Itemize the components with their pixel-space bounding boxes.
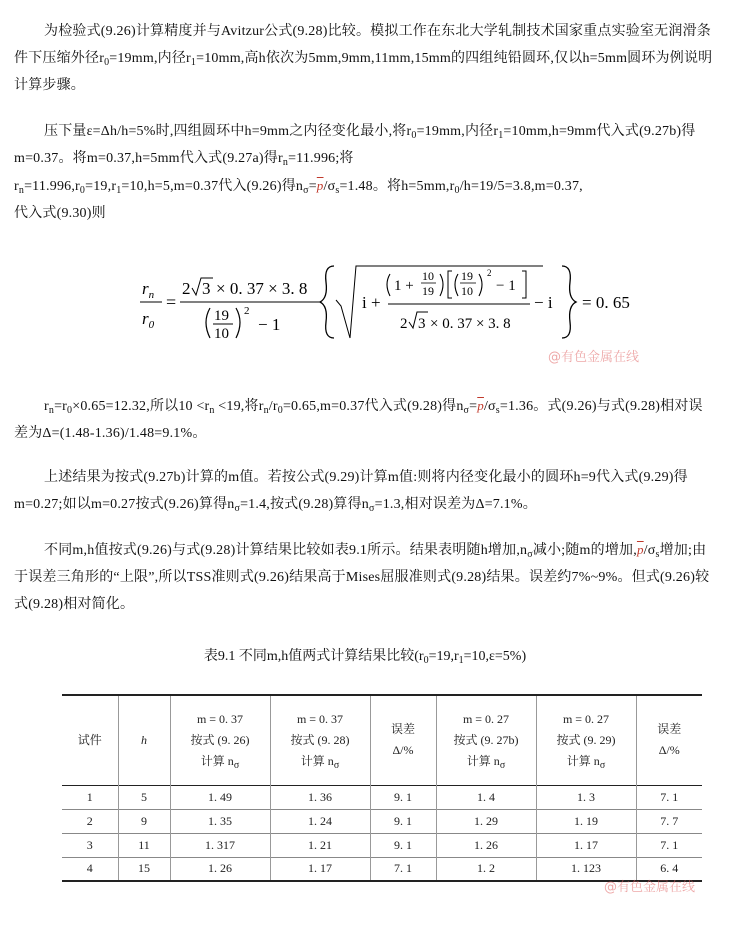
svg-text:10: 10 [214,326,229,342]
table-cell: 7. 7 [660,813,679,828]
header-h: h [118,695,170,785]
svg-text:1 +: 1 + [394,278,414,294]
svg-text:= 0. 65: = 0. 65 [582,293,630,312]
table-cell: 9. 1 [370,785,436,809]
svg-text:=: = [166,292,177,312]
table-cell: 9 [118,809,170,833]
table-cell: 1. 123 [536,857,636,881]
header-specimen: 试件 [62,695,118,785]
svg-text:2: 2 [487,268,492,278]
table-row [62,809,702,833]
svg-text:19: 19 [214,308,229,324]
table-cell: 1. 36 [270,785,370,809]
svg-text:r0: $r_0$ [142,309,155,331]
table-cell: 5 [118,785,170,809]
table-cell: 7. 1 [660,837,679,852]
svg-text:− 1: − 1 [258,315,281,334]
formula-9-30 [138,262,658,342]
table-cell: 1. 49 [170,785,270,809]
table-header-row [62,695,702,785]
svg-text:− 1: − 1 [496,278,516,294]
table-cell: 15 [118,857,170,881]
paragraph-comparison: 不同m,h值按式(9.26)与式(9.28)计算结果比较如表9.1所示。结果表明随h增加$,n_\sigma$减小;随m的增加$,\overline{p}/\sigma_s$增加;由于误差三角形的“上限”,所以TSS准则式(9.26)结果高于Mises屈服准则式(9.28)结果。误差约7%~9%。但式(9.26)较式(9.28)相对简化。 [14,542,710,612]
p-bar-symbol: $\overline{p}$ [477,398,484,413]
header-error-2: 误差 Δ/% [657,722,682,758]
table-cell: 11 [118,833,170,857]
table-cell: 1. 3 [536,785,636,809]
header-m027-929: m = 0. 27 按式 (9. 29) 计算 $n_\sigma$ [536,695,636,785]
table-cell: 9. 1 [370,833,436,857]
table-cell: 4 [62,857,118,881]
paragraph-intro: 为检验式(9.26)计算精度并与Avitzur公式(9.28)比较。模拟工作在东北大学轧制技术国家重点实验室无润滑条件下压缩外径$r_0=19mm$,内径$r_1=10mm$,高h依次为5mm,9mm,11mm,15mm的四组纯铅圆环,仅以h=5mm圆环为例说明计算步骤。 [14,24,713,93]
svg-text:i +: i + [362,293,381,312]
table-cell: 1. 19 [536,809,636,833]
table-cell: 1. 317 [170,833,270,857]
svg-text:2: 2 [244,305,250,317]
table-cell: 1. 4 [436,785,536,809]
table-cell: 1. 29 [436,809,536,833]
table-row [62,785,702,809]
table-cell: 7. 1 [370,857,436,881]
watermark: @有色金属在线 [604,880,696,895]
table-cell: 1. 17 [270,857,370,881]
svg-text:− i: − i [534,293,553,312]
table-cell: 3 [62,833,118,857]
svg-text:10: 10 [422,269,434,283]
p-bar-symbol: $\overline{p}$ [636,542,644,557]
svg-text:× 0. 37 × 3. 8: × 0. 37 × 3. 8 [216,279,308,298]
svg-text:19: 19 [461,269,473,283]
table-cell: 6. 4 [660,861,679,876]
comparison-table [62,694,702,882]
table-cell: 1. 24 [270,809,370,833]
svg-text:rn: $r_n$ [142,279,155,301]
table-row [62,833,702,857]
paragraph-result: $r_n=r_0\times 0.65=12.32$,所以$10 <r_n <19$,将$r_n/r_0=0.65,m=0.37$代入式(9.28)得$n_\sigma=\overline{p}/\sigma_s=1.36$。式(9.26)与式(9.28)相对误差为Δ=(1.48-1.36)/1.48=9.1%。 [14,398,703,441]
table-cell: 1. 17 [536,833,636,857]
table-cell: 1. 26 [436,833,536,857]
p-bar-symbol: $\overline{p}$ [316,178,324,193]
table-cell: 1. 2 [436,857,536,881]
svg-text:10: 10 [461,284,473,298]
table-cell: 1. 26 [170,857,270,881]
table-cell: 1. 35 [170,809,270,833]
paragraph-calculation: 压下量ε=Δh/h=5%时,四组圆环中h=9mm之内径变化最小,将$r_0=19mm$,内径$r_1=10mm,h=9mm$代入式(9.27b)得m=0.37。将m=0.37,h=5mm代入式(9.27a)得$r_n=11.996$;将 $r_n=11.996,r_0=19,r_1=10,h=5,m=0.37$代入(9.26)得$n_\sigma=\overline{p}/\sigma_s=1.48$。将$h=5mm,r_0/h=19/5=3.8,m=0.37$, 代入式(9.30)则 [14,124,696,221]
table-cell: 1 [62,785,118,809]
svg-text:3: 3 [418,316,426,332]
table-caption: 表9.1 不同m,h值两式计算结果比较$(r_0=19,r_1=10,\varepsilon=5\%)$ [203,649,527,666]
table-cell: 2 [62,809,118,833]
header-m037-928: m = 0. 37 按式 (9. 28) 计算 $n_\sigma$ [270,695,370,785]
watermark: @有色金属在线 [548,350,640,365]
svg-text:3: 3 [202,279,211,298]
table-cell: 7. 1 [660,789,679,804]
header-error-1: 误差 Δ/% [370,695,436,785]
header-m027-927b: m = 0. 27 按式 (9. 27b) 计算 $n_\sigma$ [436,695,536,785]
table-cell: 9. 1 [370,809,436,833]
header-m037-926: m = 0. 37 按式 (9. 26) 计算 $n_\sigma$ [170,695,270,785]
svg-text:2: 2 [400,316,408,332]
svg-text:× 0. 37 × 3. 8: × 0. 37 × 3. 8 [430,316,511,332]
svg-text:19: 19 [422,284,434,298]
paragraph-m-value: 上述结果为按式(9.27b)计算的m值。若按公式(9.29)计算m值:则将内径变化最小的圆环h=9代入式(9.29)得m=0.27;如以m=0.27按式(9.26)算得$n_\sigma=1.4$,按式(9.28)算得$n_\sigma=1.3$,相对误差为Δ=7.1%。 [14,470,688,514]
table-cell: 1. 21 [270,833,370,857]
svg-text:2: 2 [182,279,191,298]
